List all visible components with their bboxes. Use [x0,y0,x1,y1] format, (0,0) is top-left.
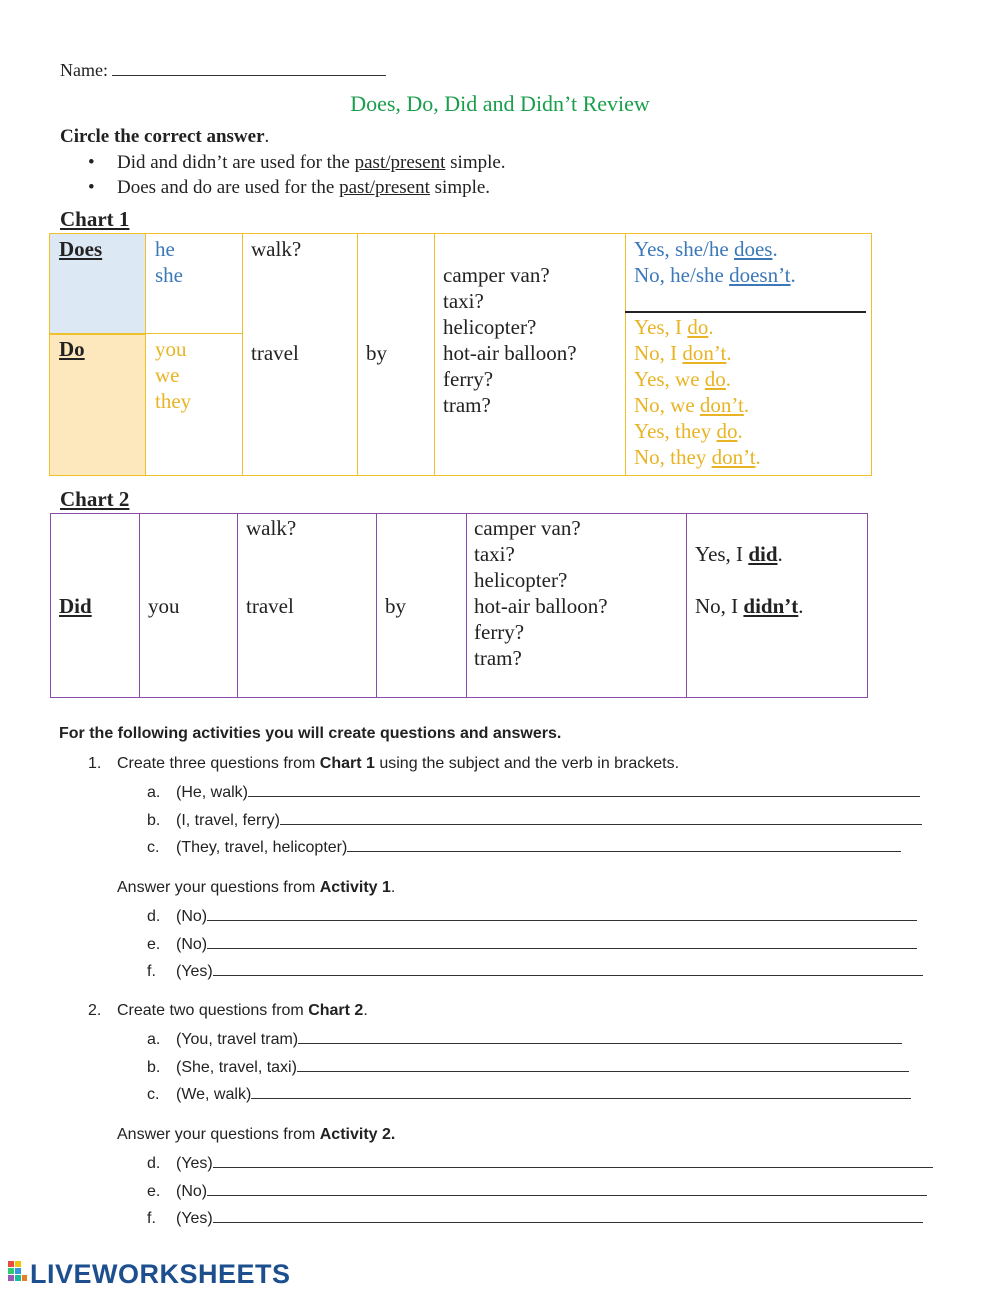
subject-you: you [148,594,180,618]
does-subjects: he she [155,237,183,287]
verb-walk-2: walk? [246,516,297,540]
answer-line-1d[interactable] [207,906,917,921]
transport-list-2: camper van? taxi? helicopter? hot-air balloon? ferry? tram? [474,516,608,670]
do-answers: Yes, I do. No, I don’t. Yes, we do. No, we don’t. Yes, they do. No, they don’t. [634,315,761,469]
chart2-heading: Chart 2 [60,487,130,511]
activity-1c: c. (They, travel, helicopter) [147,837,901,857]
answer-line-1e[interactable] [207,934,917,949]
choice-past-present-1[interactable]: past/present [354,152,446,173]
activity-2f: f. (Yes) [147,1208,923,1228]
bullet-2: • Does and do are used for the past/present simple. [88,177,491,198]
verb-travel-2: travel [246,594,294,618]
activity-2b: b. (She, travel, taxi) [147,1057,909,1077]
answer-line-2a[interactable] [298,1029,902,1044]
activity-1-prompt: 1. Create three questions from Chart 1 using the subject and the verb in brackets. [88,755,680,772]
activity-1a: a. (He, walk) [147,782,920,802]
answer-line-2c[interactable] [251,1084,911,1099]
chart2-table [50,513,868,698]
answer-line-2b[interactable] [297,1057,909,1072]
name-field[interactable] [60,60,386,81]
did-answer-no: No, I didn’t. [695,594,804,618]
instruction: Circle the correct answer. [60,126,270,147]
verb-travel: travel [251,341,299,365]
do-subjects: you we they [155,337,192,413]
transport-list: camper van? taxi? helicopter? hot-air balloon? ferry? tram? [443,263,577,417]
choice-past-present-2[interactable]: past/present [339,177,430,198]
did-answer-yes: Yes, I did. [695,542,783,566]
name-label: Name: [60,60,113,80]
answer-line-1b[interactable] [280,810,922,825]
answer-line-2f[interactable] [213,1208,923,1223]
answer-line-2d[interactable] [213,1153,933,1168]
activity-2-prompt: 2. Create two questions from Chart 2. [88,1002,368,1019]
activities-intro: For the following activities you will create questions and answers. [59,725,562,742]
activity-1b: b. (I, travel, ferry) [147,810,922,830]
activity-2d: d. (Yes) [147,1153,933,1173]
activity-2a: a. (You, travel tram) [147,1029,902,1049]
name-blank[interactable] [112,61,386,76]
chart1-table [49,233,872,476]
answer-line-1f[interactable] [213,961,923,976]
activity-1e: e. (No) [147,934,917,954]
did-label: Did [59,594,92,618]
answer-line-2e[interactable] [207,1181,927,1196]
answer-1-prompt: Answer your questions from Activity 1. [117,879,396,896]
activity-1d: d. (No) [147,906,917,926]
page-title: Does, Do, Did and Didn’t Review [350,91,650,116]
chart1-heading: Chart 1 [60,207,130,231]
does-answers: Yes, she/he does. No, he/she doesn’t. [634,237,796,287]
bullet-1: • Did and didn’t are used for the past/present simple. [88,152,506,173]
answer-line-1a[interactable] [248,782,920,797]
does-label: Does [59,237,103,261]
verb-walk: walk? [251,237,302,261]
by-label-2: by [385,594,406,618]
activity-2e: e. (No) [147,1181,927,1201]
liveworksheets-icon [8,1261,28,1287]
activity-2c: c. (We, walk) [147,1084,911,1104]
do-label: Do [59,337,85,361]
activity-1f: f. (Yes) [147,961,923,981]
answer-2-prompt: Answer your questions from Activity 2. [117,1126,396,1143]
by-label: by [366,341,387,365]
answers-divider [625,311,866,313]
logo-text: LIVEWORKSHEETS [30,1259,291,1289]
answer-line-1c[interactable] [347,837,901,852]
